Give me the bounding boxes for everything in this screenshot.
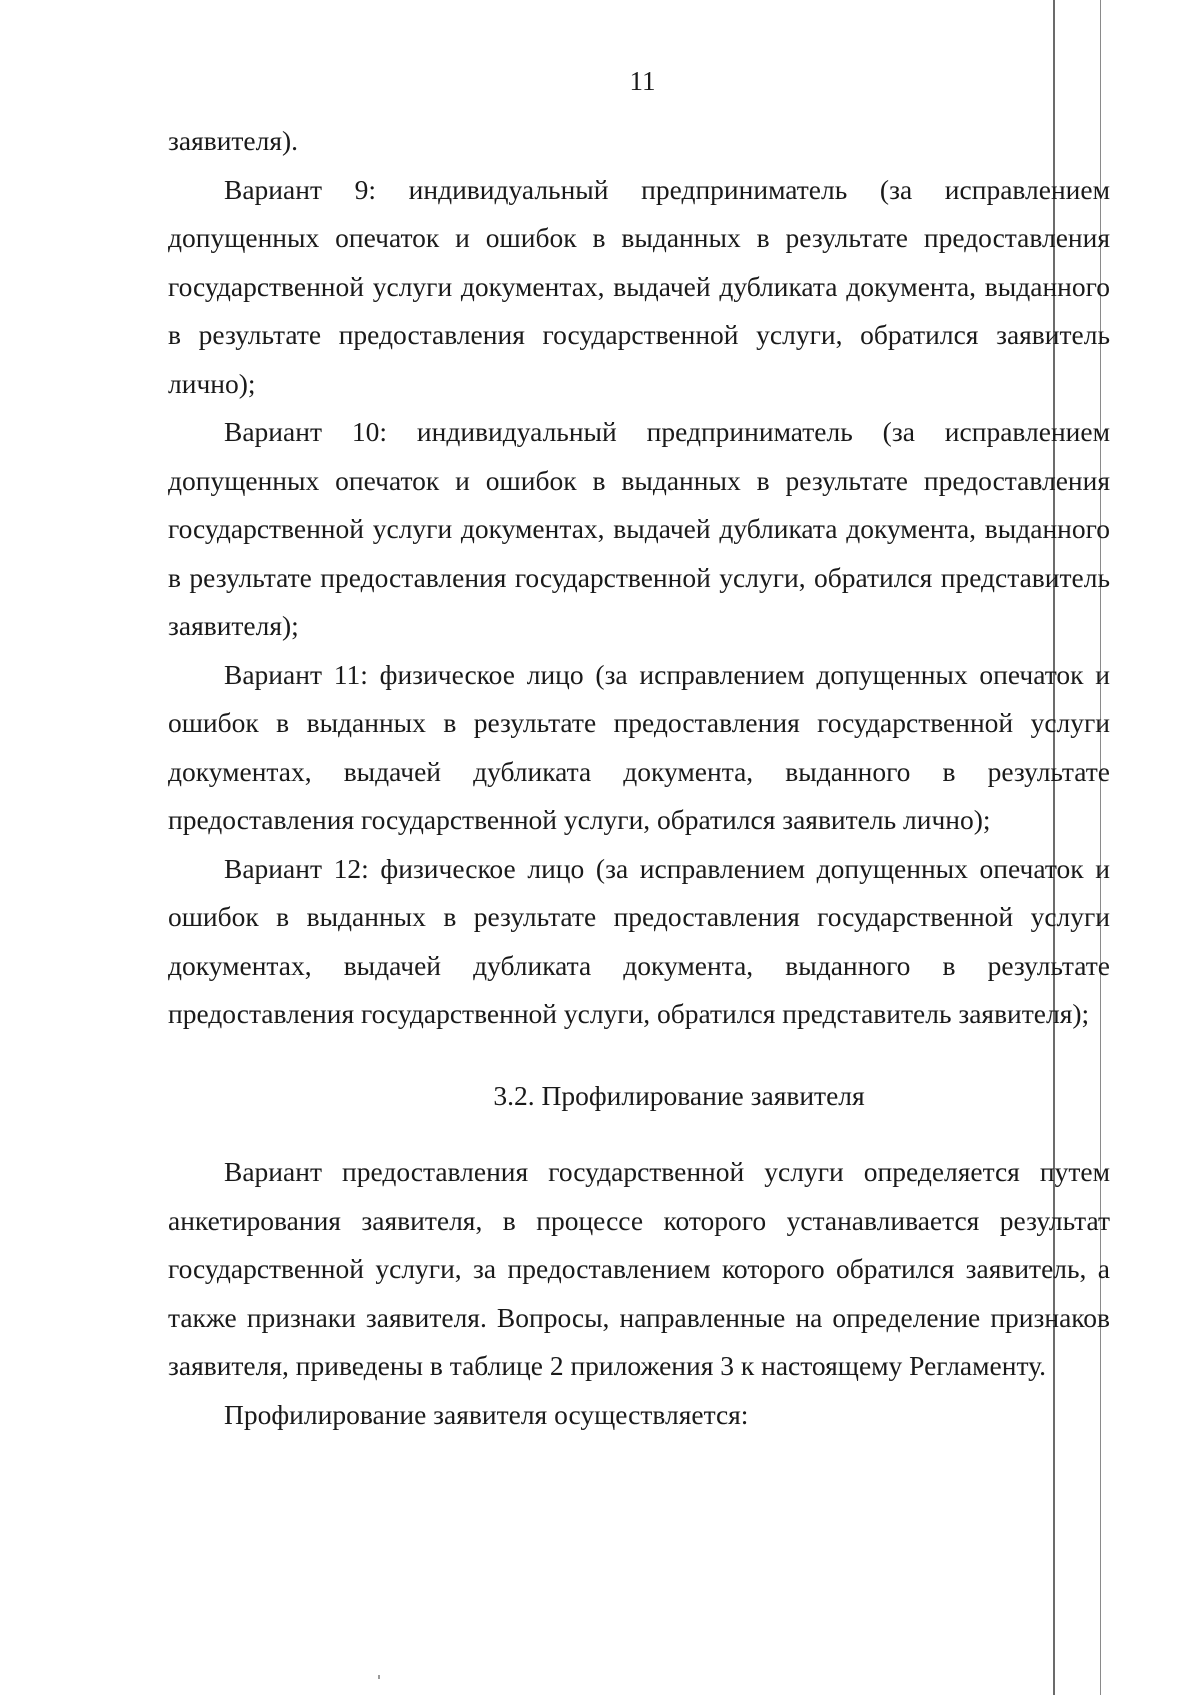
paragraph-profiling-intro: Профилирование заявителя осуществляется: [224,1398,749,1430]
paragraph-variant-9: Вариант 9: индивидуальный предприниматель (за исправлением допущенных опечаток и ошибок в выданных в результате предоставления государственной услуги документах, выдачей дубликата документа, выданного в результате предоставления государственной услуги, обратился заявитель лично); [168,173,1110,399]
paragraph-variant-11: Вариант 11: физическое лицо (за исправлением допущенных опечаток и ошибок в выданных в результате предоставления государственной услуги документах, выдачей дубликата документа, выданного в результате предоставления государственной услуги, обратился заявитель лично); [168,658,1110,835]
paragraph-profiling-description: Вариант предоставления государственной услуги определяется путем анкетирования заявителя, в процессе которого устанавливается результат государственной услуги, за предоставлением которого обратился заявитель, а также признаки заявителя. Вопросы, направленные на определение признаков заявителя, приведены в таблице 2 приложения 3 к настоящему Регламенту. [168,1156,1110,1381]
scan-speck [378,1675,380,1679]
paragraph-variant-10: Вариант 10: индивидуальный предприниматель (за исправлением допущенных опечаток и ошибок в выданных в результате предоставления государственной услуги документах, выдачей дубликата документа, выданного в результате предоставления государственной услуги, обратился представитель заявителя); [168,416,1110,641]
paragraph-continuation: заявителя). [168,125,299,156]
page-number: 11 [629,66,656,96]
document-body [168,117,1110,1439]
paragraph-variant-12: Вариант 12: физическое лицо (за исправлением допущенных опечаток и ошибок в выданных в результате предоставления государственной услуги документах, выдачей дубликата документа, выданного в результате предоставления государственной услуги, обратился представитель заявителя); [168,852,1110,1029]
section-heading: 3.2. Профилирование заявителя [493,1079,865,1111]
